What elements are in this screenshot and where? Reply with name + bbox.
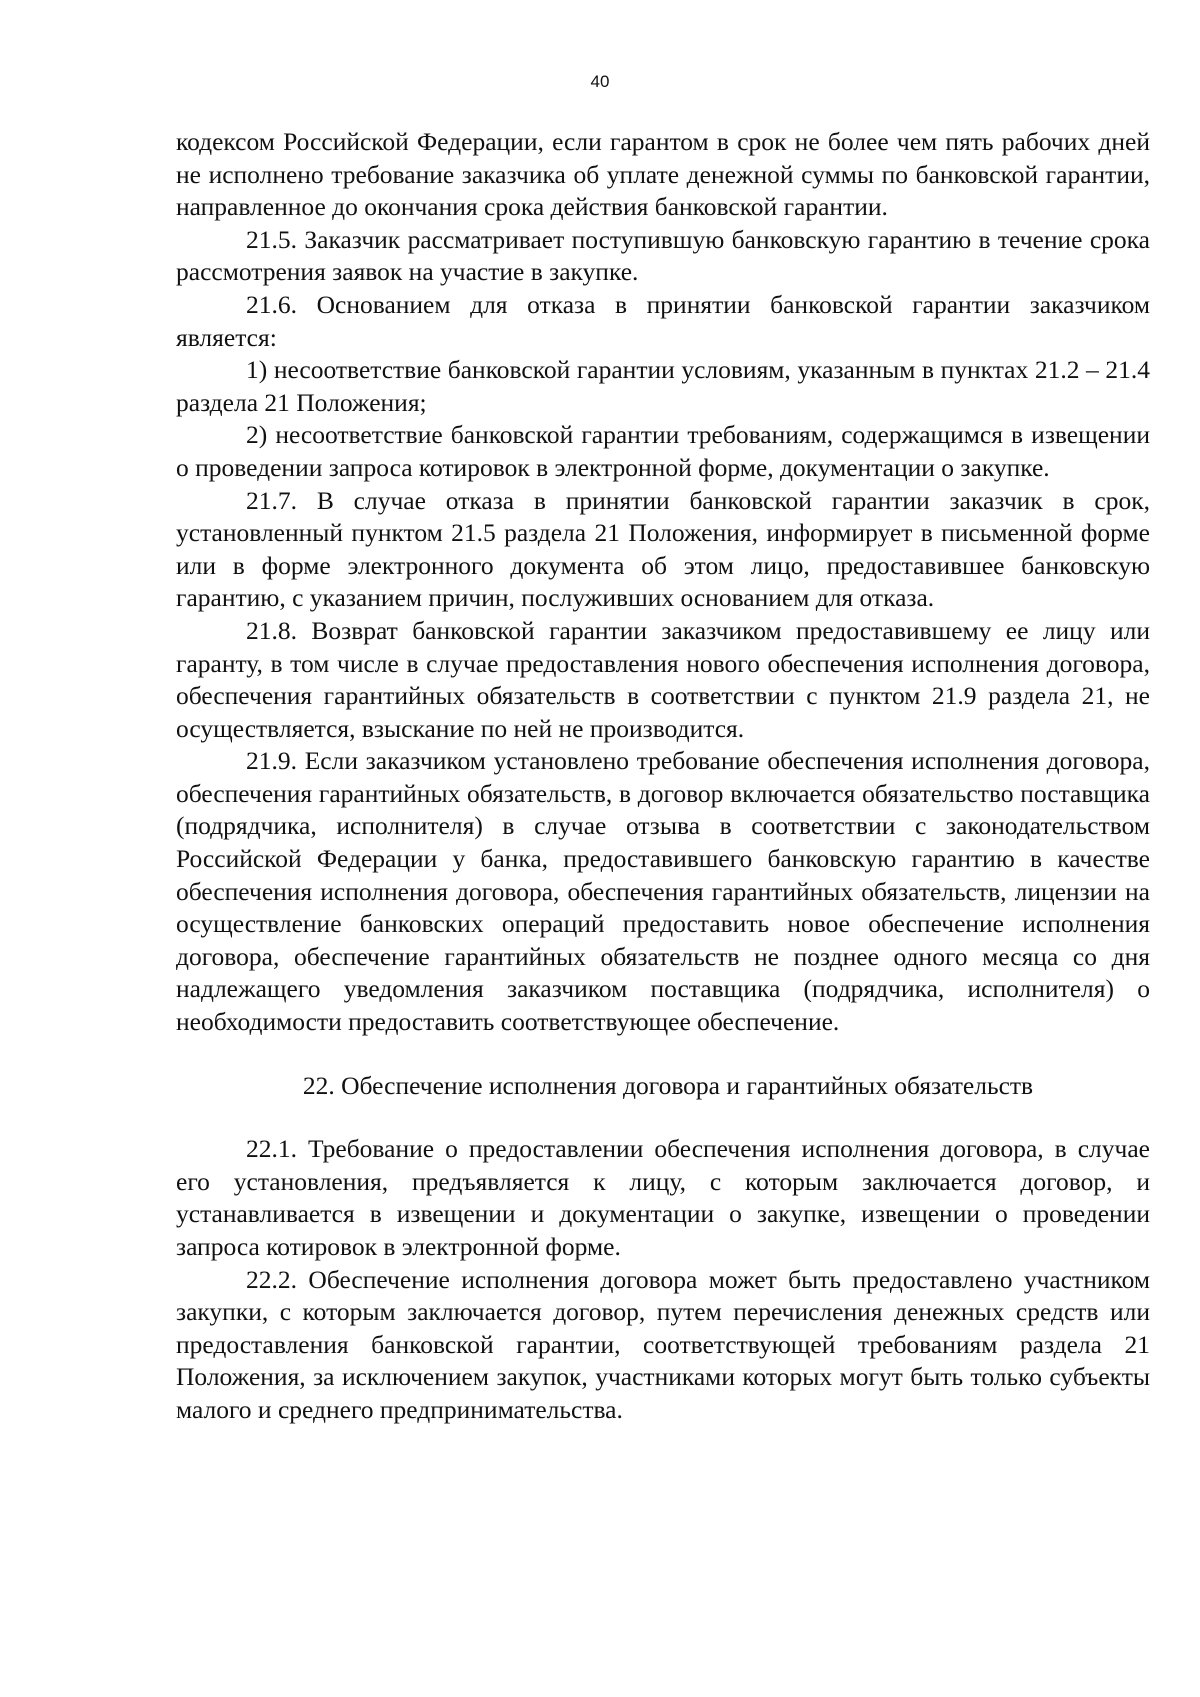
- paragraph-continuation: кодексом Российской Федерации, если гарантом в срок не более чем пять рабочих дней не исполнено требование заказчика об уплате денежной суммы по банковской гарантии, направленное до окончания срока действия банковской гарантии.: [176, 127, 1150, 222]
- paragraph-21-8: 21.8. Возврат банковской гарантии заказчиком предоставившему ее лицу или гаранту, в том числе в случае предоставления нового обеспечения исполнения договора, обеспечения гарантийных обязательств в соответствии с пунктом 21.9 раздела 21, не осуществляется, взыскание по ней не производится.: [176, 615, 1150, 743]
- paragraph-21-7: 21.7. В случае отказа в принятии банковской гарантии заказчик в срок, установленный пунктом 21.5 раздела 21 Положения, информирует в письменной форме или в форме электронного документа об этом лицо, предоставившее банковскую гарантию, с указанием причин, послуживших основанием для отказа.: [176, 485, 1150, 613]
- list-item-21-6-2: 2) несоответствие банковской гарантии требованиям, содержащимся в извещении о проведении запроса котировок в электронной форме, документации о закупке.: [176, 420, 1150, 482]
- page-number: 40: [590, 72, 610, 91]
- paragraph-21-9: 21.9. Если заказчиком установлено требование обеспечения исполнения договора, обеспечения гарантийных обязательств, в договор включается обязательство поставщика (подрядчика, исполнителя) в случае отзыва в соответствии с законодательством Российской Федерации у банка, предоставившего банковскую гарантию в качестве обеспечения исполнения договора, обеспечения гарантийных обязательств, лицензии на осуществление банковских операций предоставить новое обеспечение исполнения договора, обеспечение гарантийных обязательств не позднее одного месяца со дня надлежащего уведомления заказчиком поставщика (подрядчика, исполнителя) о необходимости предоставить соответствующее обеспечение.: [176, 746, 1150, 1037]
- paragraph-21-6: 21.6. Основанием для отказа в принятии банковской гарантии заказчиком является:: [176, 289, 1150, 352]
- section-heading-22: 22. Обеспечение исполнения договора и гарантийных обязательств: [302, 1070, 1034, 1100]
- list-item-21-6-1: 1) несоответствие банковской гарантии условиям, указанным в пунктах 21.2 – 21.4 раздела 21 Положения;: [176, 355, 1150, 417]
- paragraph-22-2: 22.2. Обеспечение исполнения договора может быть предоставлено участником закупки, с которым заключается договор, путем перечисления денежных средств или предоставления банковской гарантии, соответствующей требованиям раздела 21 Положения, за исключением закупок, участниками которых могут быть только субъекты малого и среднего предпринимательства.: [176, 1264, 1150, 1424]
- paragraph-21-5: 21.5. Заказчик рассматривает поступившую банковскую гарантию в течение срока рассмотрения заявок на участие в закупке.: [176, 224, 1150, 287]
- paragraph-22-1: 22.1. Требование о предоставлении обеспечения исполнения договора, в случае его установления, предъявляется к лицу, с которым заключается договор, и устанавливается в извещении и документации о закупке, извещении о проведении запроса котировок в электронной форме.: [176, 1134, 1150, 1261]
- document-body: [176, 126, 1150, 1427]
